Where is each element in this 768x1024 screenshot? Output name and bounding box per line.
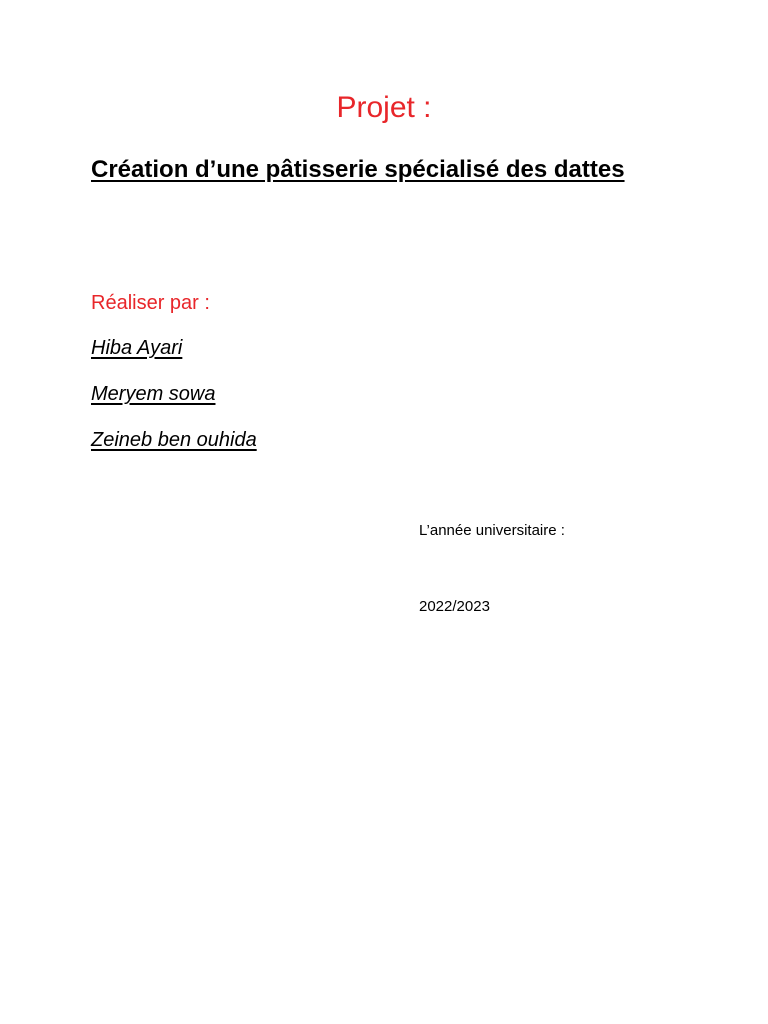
project-name: Création d’une pâtisserie spécialisé des dattes	[91, 156, 625, 183]
academic-year-value: 2022/2023	[419, 598, 490, 615]
author-name: Hiba Ayari	[91, 337, 183, 359]
author-name: Meryem sowa	[91, 383, 216, 405]
authors-label: Réaliser par :	[91, 292, 210, 314]
authors-list	[91, 333, 257, 471]
author-name: Zeineb ben ouhida	[91, 429, 257, 451]
academic-year-label: L’année universitaire :	[419, 522, 565, 539]
document-title: Projet :	[336, 91, 432, 124]
